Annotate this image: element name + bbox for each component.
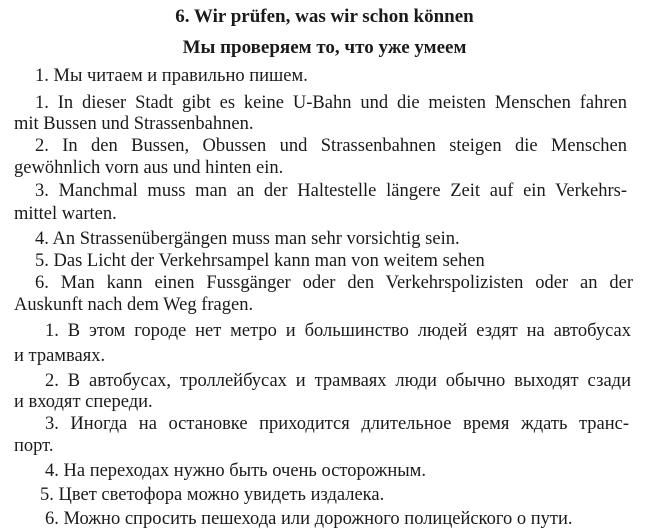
section-heading: 1. Мы читаем и правильно пишем. — [35, 66, 308, 86]
german-line: mittel warten. — [14, 204, 117, 224]
russian-line: 6. Можно спросить пешехода или дорожного полицейского о пути. — [45, 509, 573, 529]
german-line: Auskunft nach dem Weg fragen. — [14, 295, 254, 315]
russian-line: порт. — [14, 436, 54, 456]
german-line: 2. In den Bussen, Obussen und Strassenbahnen steigen die Menschen — [35, 136, 627, 156]
german-line: gewöhnlich vorn aus und hinten ein. — [14, 158, 284, 178]
page-title-russian: Мы проверяем то, что уже умеем — [182, 37, 467, 58]
russian-line: и трамваях. — [14, 346, 106, 366]
german-line: 1. In dieser Stadt gibt es keine U-Bahn und die meisten Menschen fahren — [35, 93, 627, 113]
russian-line: 5. Цвет светофора можно увидеть издалека. — [40, 485, 385, 505]
german-line: 4. An Strassenübergängen muss man sehr vorsichtig sein. — [35, 229, 460, 249]
russian-line: 1. В этом городе нет метро и большинство людей ездят на автобусах — [45, 321, 631, 341]
german-line: 6. Man kann einen Fussgänger oder den Verkehrspolizisten oder an der — [35, 273, 633, 293]
german-line: 3. Manchmal muss man an der Haltestelle längere Zeit auf ein Verkehrs- — [35, 181, 627, 201]
russian-line: 2. В автобусах, троллейбусах и трамваях люди обычно выходят сзади — [45, 371, 631, 391]
russian-line: 3. Иногда на остановке приходится длительное время ждать транс- — [45, 414, 629, 434]
russian-line: 4. На переходах нужно быть очень осторожным. — [45, 461, 426, 481]
russian-line: и входят спереди. — [14, 392, 153, 412]
page-title-german: 6. Wir prüfen, was wir schon können — [175, 6, 474, 27]
german-line: mit Bussen und Strassenbahnen. — [14, 114, 254, 134]
german-line: 5. Das Licht der Verkehrsampel kann man von weitem sehen — [35, 251, 485, 271]
